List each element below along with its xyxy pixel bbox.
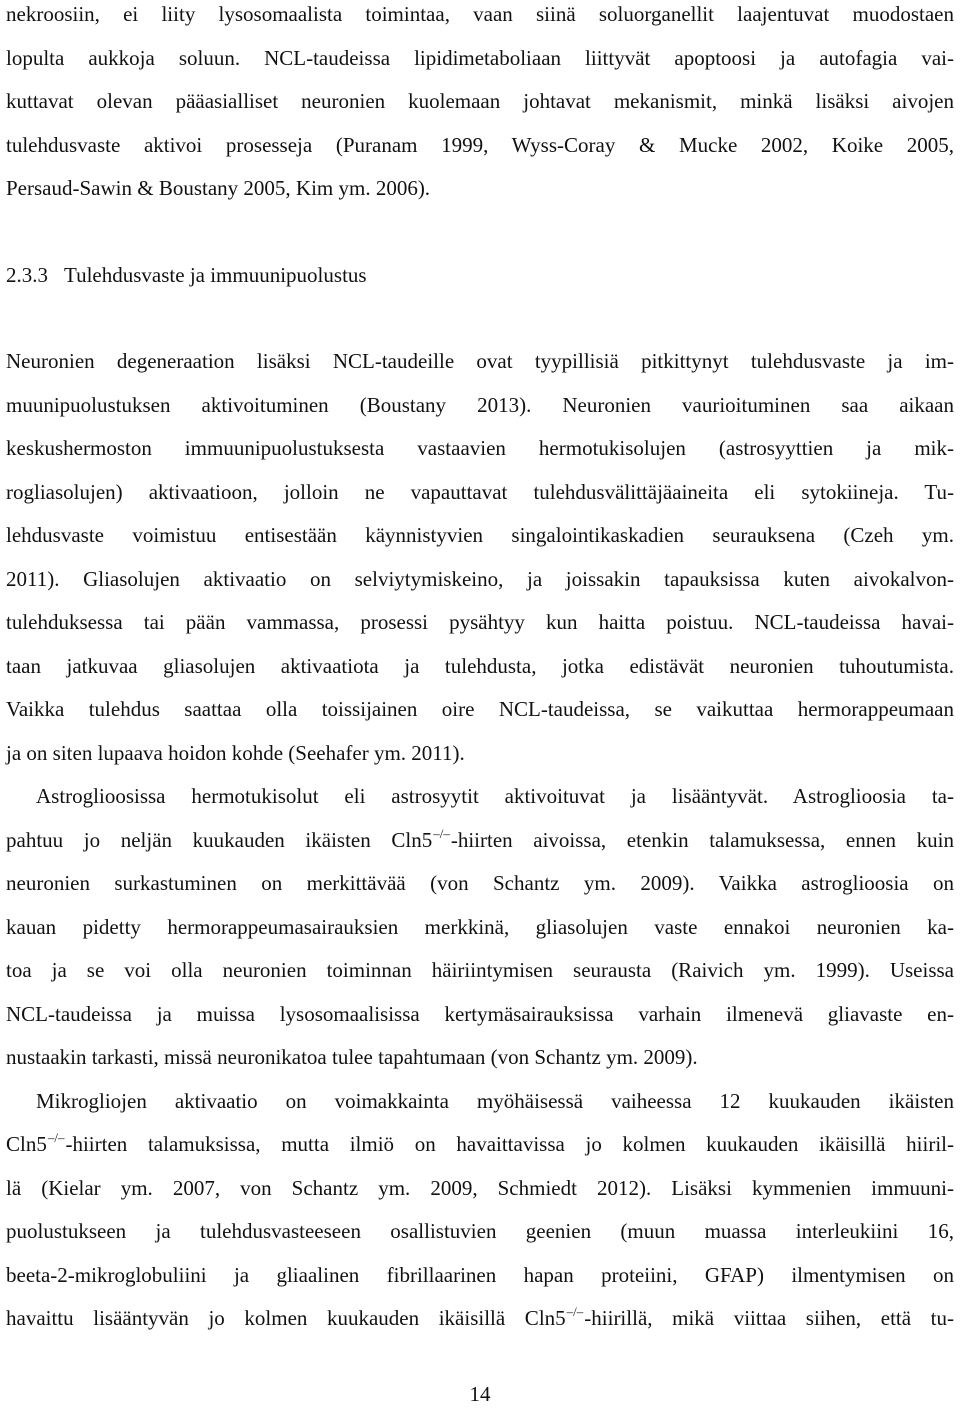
text-line: Astroglioosissa hermotukisolut eli astrosyytit aktivoituvat ja lisääntyvät. Astroglioosia ta- <box>36 784 954 808</box>
text-line: Persaud-Sawin & Boustany 2005, Kim ym. 2006). <box>6 176 431 200</box>
text-line: rogliasolujen) aktivaatioon, jolloin ne vapauttavat tulehdusvälittäjäaineita eli sytokiineja. Tu- <box>6 480 954 504</box>
text-line: NCL-taudeissa ja muissa lysosomaalisissa kertymäsairauksissa varhain ilmenevä gliavaste en- <box>6 1002 954 1026</box>
text-line: muunipuolustuksen aktivoituminen (Boustany 2013). Neuronien vaurioituminen saa aikaan <box>6 393 954 417</box>
text-line: Neuronien degeneraation lisäksi NCL-taudeille ovat tyypillisiä pitkittynyt tulehdusvaste ja im- <box>6 349 954 373</box>
text-line: havaittu lisääntyvän jo kolmen kuukauden ikäisillä Cln5–/–-hiirillä, mikä viittaa siihen, että tu- <box>6 1304 955 1330</box>
text-line: lehdusvaste voimistuu entisestään käynnistyvien singalointikaskadien seurauksena (Czeh ym. <box>6 523 954 547</box>
text-line: nustaakin tarkasti, missä neuronikatoa tulee tapahtumaan (von Schantz ym. 2009). <box>6 1045 698 1069</box>
text-line: toa ja se voi olla neuronien toiminnan häiriintymisen seurausta (Raivich ym. 1999). Useissa <box>6 958 954 982</box>
text-line: puolustukseen ja tulehdusvasteeseen osallistuvien geenien (muun muassa interleukiini 16, <box>6 1219 954 1243</box>
text-line: kuttavat olevan pääasialliset neuronien kuolemaan johtavat mekanismit, minkä lisäksi aivojen <box>6 89 954 113</box>
text-line: 2011). Gliasolujen aktivaatio on selviytymiskeino, ja joissakin tapauksissa kuten aivokalvon- <box>6 567 954 591</box>
text-line: Cln5–/–-hiirten talamuksissa, mutta ilmiö on havaittavissa jo kolmen kuukauden ikäisillä hiiril- <box>6 1130 954 1156</box>
page-number: 14 <box>469 1382 491 1406</box>
text-line: taan jatkuvaa gliasolujen aktivaatiota ja tulehdusta, jotka edistävät neuronien tuhoutumista. <box>6 654 954 678</box>
text-line: keskushermoston immuunipuolustuksesta vastaavien hermotukisolujen (astrosyyttien ja mik- <box>6 436 954 460</box>
text-line: beeta-2-mikroglobuliini ja gliaalinen fibrillaarinen hapan proteiini, GFAP) ilmentymisen on <box>6 1263 954 1287</box>
text-line: ja on siten lupaava hoidon kohde (Seehafer ym. 2011). <box>6 741 465 765</box>
text-line: tulehdusvaste aktivoi prosesseja (Puranam 1999, Wyss-Coray & Mucke 2002, Koike 2005, <box>6 133 954 157</box>
text-line: lä (Kielar ym. 2007, von Schantz ym. 2009, Schmiedt 2012). Lisäksi kymmenien immuuni- <box>6 1176 954 1200</box>
text-line: pahtuu jo neljän kuukauden ikäisten Cln5–/–-hiirten aivoissa, etenkin talamuksessa, ennen kuin <box>6 826 954 852</box>
knockout-superscript: –/– <box>47 1130 65 1145</box>
section-number: 2.3.3 <box>6 263 48 287</box>
section-heading <box>6 261 367 289</box>
text-line: tulehduksessa tai pään vammassa, prosessi pysähtyy kun haitta poistuu. NCL-taudeissa havai- <box>6 610 954 634</box>
knockout-superscript: –/– <box>566 1304 584 1319</box>
text-line: nekroosiin, ei liity lysosomaalista toimintaa, vaan siinä soluorganellit laajentuvat muodostaen <box>6 2 954 26</box>
text-line: Vaikka tulehdus saattaa olla toissijainen oire NCL-taudeissa, se vaikuttaa hermorappeumaan <box>6 697 954 721</box>
knockout-superscript: –/– <box>433 826 450 841</box>
text-line: Mikrogliojen aktivaatio on voimakkainta myöhäisessä vaiheessa 12 kuukauden ikäisten <box>36 1089 954 1113</box>
section-title: Tulehdusvaste ja immuunipuolustus <box>64 263 367 287</box>
text-line: kauan pidetty hermorappeumasairauksien merkkinä, gliasolujen vaste ennakoi neuronien ka- <box>6 915 954 939</box>
text-line: lopulta aukkoja soluun. NCL-taudeissa lipidimetaboliaan liittyvät apoptoosi ja autofagia vai- <box>6 46 954 70</box>
text-line: neuronien surkastuminen on merkittävää (von Schantz ym. 2009). Vaikka astroglioosia on <box>6 871 954 895</box>
